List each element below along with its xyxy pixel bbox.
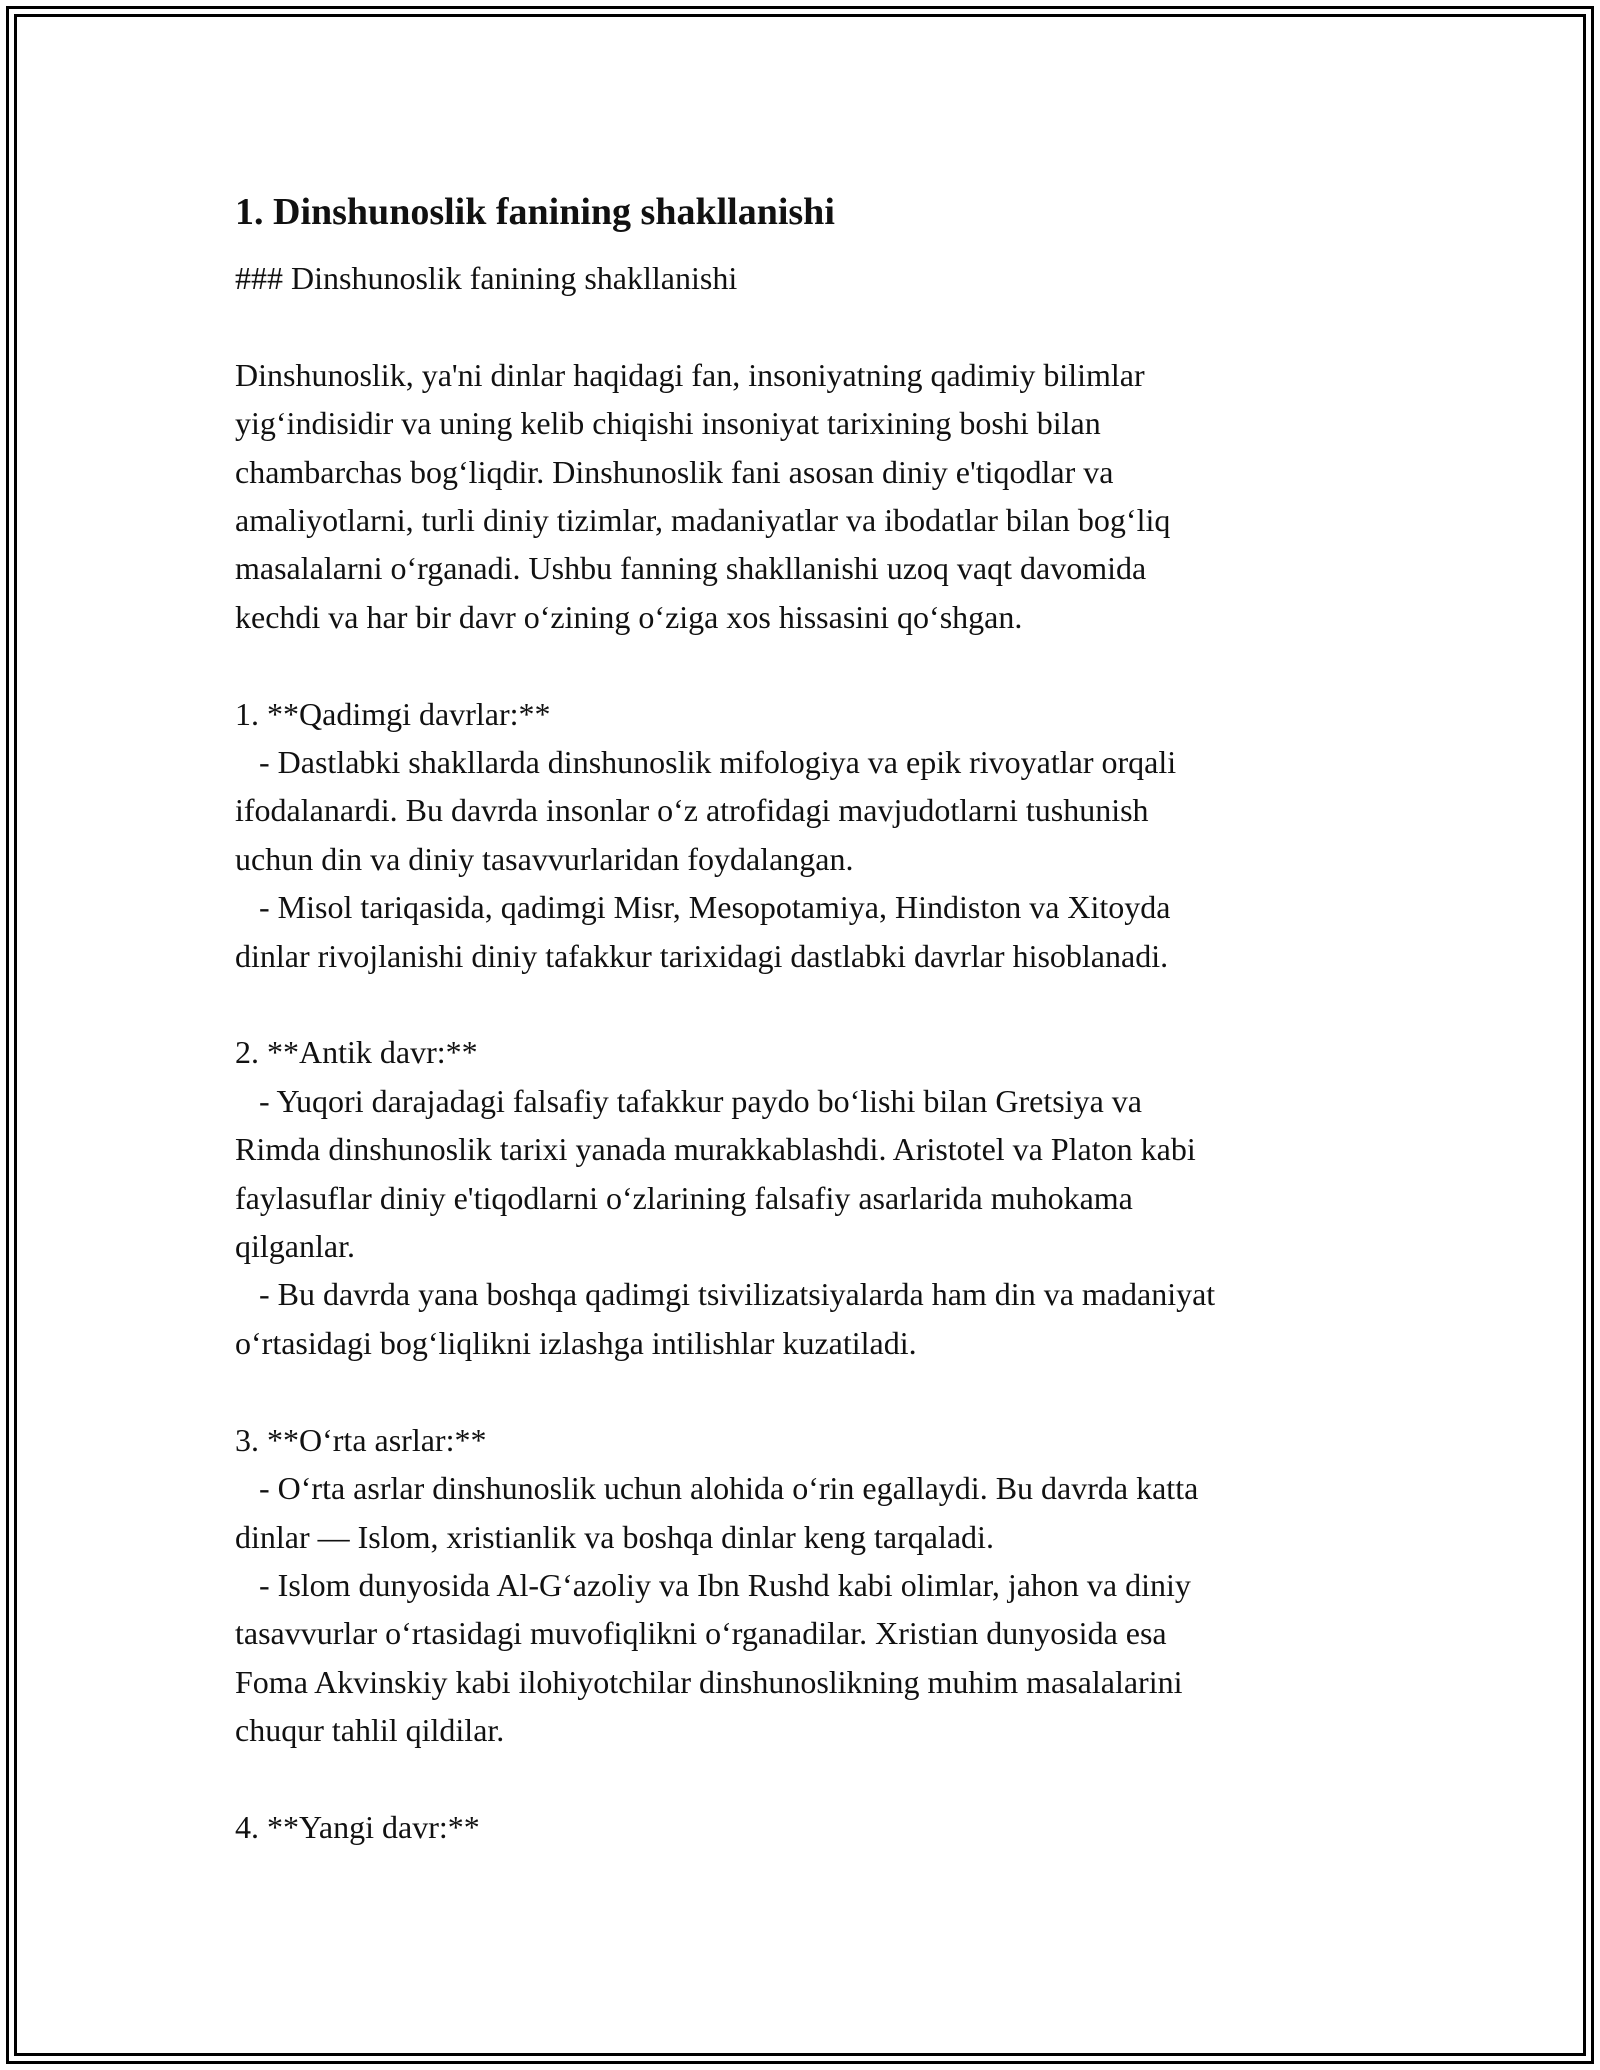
- document-page: [235, 186, 1365, 1851]
- text-line: masalalarni o‘rganadi. Ushbu fanning shakllanishi uzoq vaqt davomida: [235, 550, 1147, 587]
- section-heading: 2. **Antik davr:**: [235, 1034, 478, 1071]
- text-line: - Misol tariqasida, qadimgi Misr, Mesopotamiya, Hindiston va Xitoyda: [235, 889, 1171, 926]
- text-line: - O‘rta asrlar dinshunoslik uchun alohida o‘rin egallaydi. Bu davrda katta: [235, 1470, 1199, 1507]
- section-new-era: [235, 1803, 1365, 1851]
- paragraph-gap: [235, 980, 1365, 1028]
- section-antique: [235, 1028, 1365, 1367]
- text-line: - Islom dunyosida Al-G‘azoliy va Ibn Rushd kabi olimlar, jahon va diniy: [235, 1566, 1191, 1603]
- paragraph-gap: [235, 1755, 1365, 1803]
- text-line: amaliyotlarni, turli diniy tizimlar, madaniyatlar va ibodatlar bilan bog‘liq: [235, 502, 1171, 539]
- text-line: chambarchas bog‘liqdir. Dinshunoslik fani asosan diniy e'tiqodlar va: [235, 453, 1114, 490]
- text-line: - Bu davrda yana boshqa qadimgi tsivilizatsiyalarda ham din va madaniyat: [235, 1276, 1216, 1313]
- text-line: ifodalanardi. Bu davrda insonlar o‘z atrofidagi mavjudotlarni tushunish: [235, 792, 1149, 829]
- section-middle-ages: [235, 1416, 1365, 1755]
- text-line: dinlar — Islom, xristianlik va boshqa dinlar keng tarqaladi.: [235, 1518, 994, 1555]
- text-line: o‘rtasidagi bog‘liqlikni izlashga intilishlar kuzatiladi.: [235, 1324, 917, 1361]
- text-line: dinlar rivojlanishi diniy tafakkur tarixidagi dastlabki davrlar hisoblanadi.: [235, 937, 1169, 974]
- text-line: yig‘indisidir va uning kelib chiqishi insoniyat tarixining boshi bilan: [235, 405, 1101, 442]
- text-line: kechdi va har bir davr o‘zining o‘ziga xos hissasini qo‘shgan.: [235, 598, 1023, 635]
- text-line: uchun din va diniy tasavvurlaridan foydalangan.: [235, 840, 854, 877]
- paragraph-gap: [235, 641, 1365, 689]
- text-line: Foma Akvinskiy kabi ilohiyotchilar dinshunoslikning muhim masalalarini: [235, 1663, 1183, 1700]
- paragraph-gap: [235, 1367, 1365, 1415]
- section-heading: 3. **O‘rta asrlar:**: [235, 1421, 487, 1458]
- section-heading: 1. **Qadimgi davrlar:**: [235, 695, 551, 732]
- text-line: - Dastlabki shakllarda dinshunoslik mifologiya va epik rivoyatlar orqali: [235, 744, 1177, 781]
- document-title: 1. Dinshunoslik fanining shakllanishi: [235, 191, 835, 233]
- section-ancient: [235, 690, 1365, 980]
- intro-paragraph: [235, 351, 1365, 641]
- section-heading: 4. **Yangi davr:**: [235, 1808, 480, 1845]
- text-line: faylasuflar diniy e'tiqodlarni o‘zlarining falsafiy asarlarida muhokama: [235, 1179, 1133, 1216]
- text-line: chuqur tahlil qildilar.: [235, 1712, 505, 1749]
- text-line: Dinshunoslik, ya'ni dinlar haqidagi fan, insoniyatning qadimiy bilimlar: [235, 356, 1145, 393]
- text-line: tasavvurlar o‘rtasidagi muvofiqlikni o‘rganadilar. Xristian dunyosida esa: [235, 1615, 1167, 1652]
- subheading: ### Dinshunoslik fanining shakllanishi: [235, 260, 738, 296]
- text-line: Rimda dinshunoslik tarixi yanada murakkablashdi. Aristotel va Platon kabi: [235, 1131, 1196, 1168]
- paragraph-gap: [235, 302, 1365, 350]
- text-line: - Yuqori darajadagi falsafiy tafakkur paydo bo‘lishi bilan Gretsiya va: [235, 1082, 1142, 1119]
- text-line: qilganlar.: [235, 1228, 355, 1265]
